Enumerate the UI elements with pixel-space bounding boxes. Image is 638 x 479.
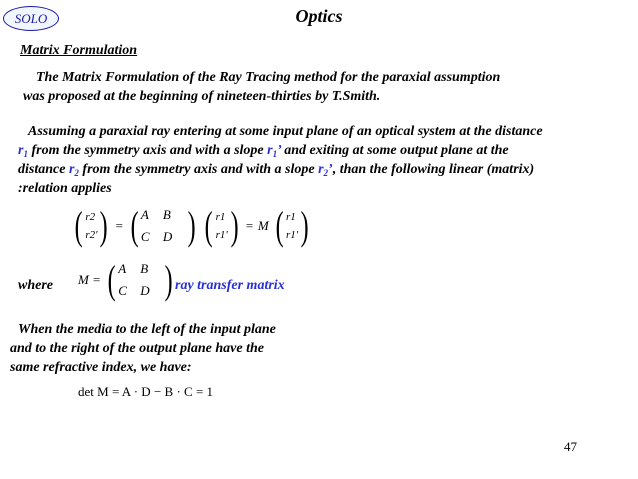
- where-label: where: [18, 278, 53, 293]
- determinant-equation: det M = A · D − B · C = 1: [78, 384, 214, 399]
- para1-line2: was proposed at the beginning of nineteen-thirties by T.Smith.: [23, 89, 381, 104]
- equation-ray-transfer: ( r2 r2' ) = ( A B C D ) ( r1 r1' ) = M ( r1 r1' ): [72, 206, 311, 246]
- r2-prime-symbol: $r_2$’: [318, 162, 333, 178]
- para3-line1: When the media to the left of the input plane: [18, 322, 276, 337]
- section-heading: Matrix Formulation: [20, 43, 138, 58]
- r2-symbol: $r_2$: [68, 162, 79, 178]
- ray-transfer-matrix-note: ray transfer matrix: [175, 278, 285, 293]
- r1-prime-symbol: $r_1$’: [267, 143, 281, 159]
- r1-symbol: $r_1$: [18, 143, 28, 159]
- para3-line3: same refractive index, we have:: [10, 360, 192, 375]
- input-vector: ( r1 r1' ): [204, 203, 239, 248]
- page-number: 47: [564, 439, 577, 454]
- para2-line2: $r_1$ from the symmetry axis and with a slope $r_1$’ and exiting at some output plane at the: [18, 143, 509, 159]
- para2-line3: distance $r_2$ from the symmetry axis and with a slope $r_2$’, than the following linear (matrix): [18, 162, 535, 178]
- output-vector: ( r2 r2' ): [74, 203, 109, 248]
- badge-label: SOLO: [14, 10, 48, 26]
- abcd-matrix: ( A B C D ): [130, 203, 196, 248]
- para2-line4: :relation applies: [18, 181, 112, 196]
- para2-line1: Assuming a paraxial ray entering at some input plane of an optical system at the distance: [28, 124, 543, 139]
- input-vector-2: ( r1 r1' ): [275, 203, 309, 248]
- para1-line1: The Matrix Formulation of the Ray Tracing method for the paraxial assumption: [36, 70, 501, 85]
- page-title: Optics: [295, 6, 343, 26]
- m-matrix: ( A B C D ): [107, 257, 173, 302]
- equation-m-definition: M = ( A B C D ): [78, 260, 176, 300]
- para3-line2: and to the right of the output plane have the: [10, 341, 264, 356]
